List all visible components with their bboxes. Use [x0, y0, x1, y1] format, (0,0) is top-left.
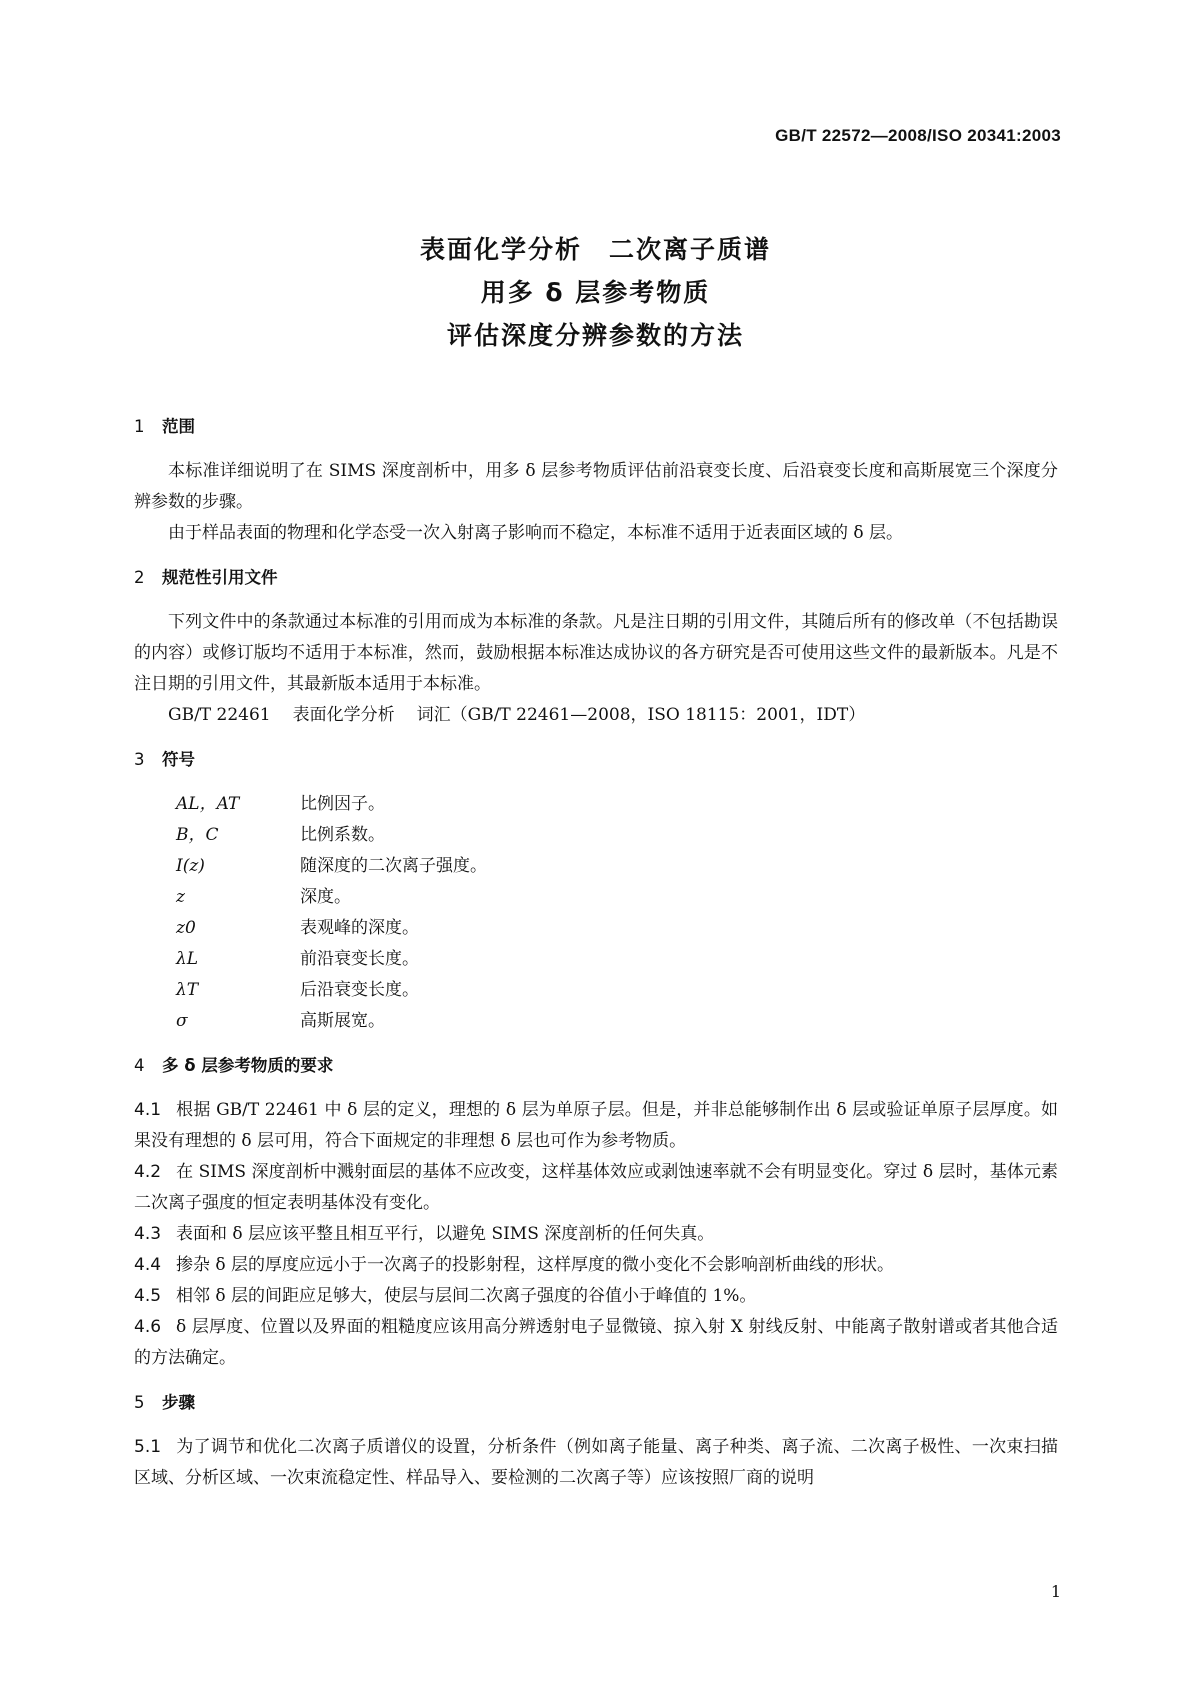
symbol-description: 表观峰的深度。 — [300, 918, 419, 938]
symbol-description: 随深度的二次离子强度。 — [300, 856, 487, 876]
clause-text: 根据 GB/T 22461 中 δ 层的定义，理想的 δ 层为单原子层。但是，并非总能够制作出 δ 层或验证单原子层厚度。如果没有理想的 δ 层可用，符合下面规定的非理想 δ 层也可作为参考物质。 — [134, 1100, 1058, 1151]
clause-number: 4.2 — [134, 1162, 162, 1182]
reference-code: GB/T 22461 — [168, 705, 271, 725]
symbol-row — [134, 789, 1058, 820]
symbol-description: 比例因子。 — [300, 794, 385, 814]
clause-number: 4.5 — [134, 1286, 162, 1306]
clause-text: 掺杂 δ 层的厚度应远小于一次离子的投影射程，这样厚度的微小变化不会影响剖析曲线的形状。 — [176, 1255, 895, 1275]
section-1-paragraph-2: 由于样品表面的物理和化学态受一次入射离子影响而不稳定，本标准不适用于近表面区域的 δ 层。 — [168, 523, 904, 543]
symbol-row — [134, 851, 1058, 882]
clause-5-1 — [134, 1432, 1058, 1494]
clause-4-1 — [134, 1095, 1058, 1157]
symbol-row — [134, 913, 1058, 944]
symbol-description: 高斯展宽。 — [300, 1011, 385, 1031]
symbol: λT — [176, 980, 199, 1000]
clause-text: 表面和 δ 层应该平整且相互平行，以避免 SIMS 深度剖析的任何失真。 — [176, 1224, 715, 1244]
section-title: 符号 — [162, 750, 195, 769]
standard-number: GB/T 22572—2008/ISO 20341:2003 — [775, 126, 1061, 145]
section-1-paragraph-1: 本标准详细说明了在 SIMS 深度剖析中，用多 δ 层参考物质评估前沿衰变长度、后沿衰变长度和高斯展宽三个深度分辨参数的步骤。 — [134, 461, 1058, 512]
section-3-heading — [134, 745, 1058, 775]
symbol-row — [134, 820, 1058, 851]
symbol-row — [134, 975, 1058, 1006]
section-number: 4 — [134, 1056, 145, 1075]
symbol-description: 比例系数。 — [300, 825, 385, 845]
clause-text: 在 SIMS 深度剖析中溅射面层的基体不应改变，这样基体效应或剥蚀速率就不会有明显变化。穿过 δ 层时，基体元素二次离子强度的恒定表明基体没有变化。 — [134, 1162, 1058, 1213]
section-number: 5 — [134, 1393, 145, 1412]
section-number: 1 — [134, 417, 145, 436]
clause-number: 5.1 — [134, 1437, 162, 1457]
clause-number: 4.6 — [134, 1317, 162, 1337]
clause-4-2 — [134, 1157, 1058, 1219]
clause-4-5 — [134, 1281, 1058, 1312]
section-title: 步骤 — [162, 1393, 195, 1412]
section-title: 规范性引用文件 — [162, 568, 278, 587]
document-title — [0, 228, 1191, 357]
symbol: λL — [176, 949, 199, 969]
section-5-heading — [134, 1388, 1058, 1418]
clause-number: 4.1 — [134, 1100, 162, 1120]
section-number: 2 — [134, 568, 145, 587]
section-2-heading — [134, 563, 1058, 593]
clause-text: 为了调节和优化二次离子质谱仪的设置，分析条件（例如离子能量、离子种类、离子流、二次离子极性、一次束扫描区域、分析区域、一次束流稳定性、样品导入、要检测的二次离子等）应该按照厂商的说明 — [134, 1437, 1058, 1488]
title-line-1: 表面化学分析 二次离子质谱 — [419, 235, 771, 264]
symbol-row — [134, 1006, 1058, 1037]
page-number: 1 — [1050, 1582, 1061, 1601]
clause-4-6 — [134, 1312, 1058, 1374]
section-title: 多 δ 层参考物质的要求 — [162, 1056, 334, 1075]
reference-title: 表面化学分析 — [292, 705, 395, 725]
symbol: B，C — [176, 825, 219, 845]
symbol: z0 — [176, 918, 196, 938]
clause-4-3 — [134, 1219, 1058, 1250]
symbol: z — [176, 887, 185, 907]
title-line-2: 用多 δ 层参考物质 — [480, 278, 711, 307]
symbol-description: 后沿衰变长度。 — [300, 980, 419, 1000]
symbol-description: 深度。 — [300, 887, 351, 907]
section-title: 范围 — [162, 417, 195, 436]
document-body — [134, 412, 1058, 1494]
symbol: AL，AT — [176, 794, 240, 814]
symbol-row — [134, 882, 1058, 913]
reference-detail: 词汇（GB/T 22461—2008，ISO 18115：2001，IDT） — [416, 705, 866, 725]
symbol: I(z) — [176, 856, 205, 876]
symbol-list — [134, 789, 1058, 1037]
section-4-heading — [134, 1051, 1058, 1081]
clause-text: δ 层厚度、位置以及界面的粗糙度应该用高分辨透射电子显微镜、掠入射 X 射线反射、中能离子散射谱或者其他合适的方法确定。 — [134, 1317, 1058, 1368]
normative-reference — [134, 700, 1058, 731]
clause-number: 4.4 — [134, 1255, 162, 1275]
section-number: 3 — [134, 750, 145, 769]
symbol-description: 前沿衰变长度。 — [300, 949, 419, 969]
symbol: σ — [176, 1011, 188, 1031]
section-1-heading — [134, 412, 1058, 442]
clause-number: 4.3 — [134, 1224, 162, 1244]
symbol-row — [134, 944, 1058, 975]
section-2-paragraph-1: 下列文件中的条款通过本标准的引用而成为本标准的条款。凡是注日期的引用文件，其随后所有的修改单（不包括勘误的内容）或修订版均不适用于本标准，然而，鼓励根据本标准达成协议的各方研究是否可使用这些文件的最新版本。凡是不注日期的引用文件，其最新版本适用于本标准。 — [134, 612, 1058, 694]
clause-text: 相邻 δ 层的间距应足够大，使层与层间二次离子强度的谷值小于峰值的 1%。 — [176, 1286, 757, 1306]
clause-4-4 — [134, 1250, 1058, 1281]
title-line-3: 评估深度分辨参数的方法 — [446, 321, 744, 350]
